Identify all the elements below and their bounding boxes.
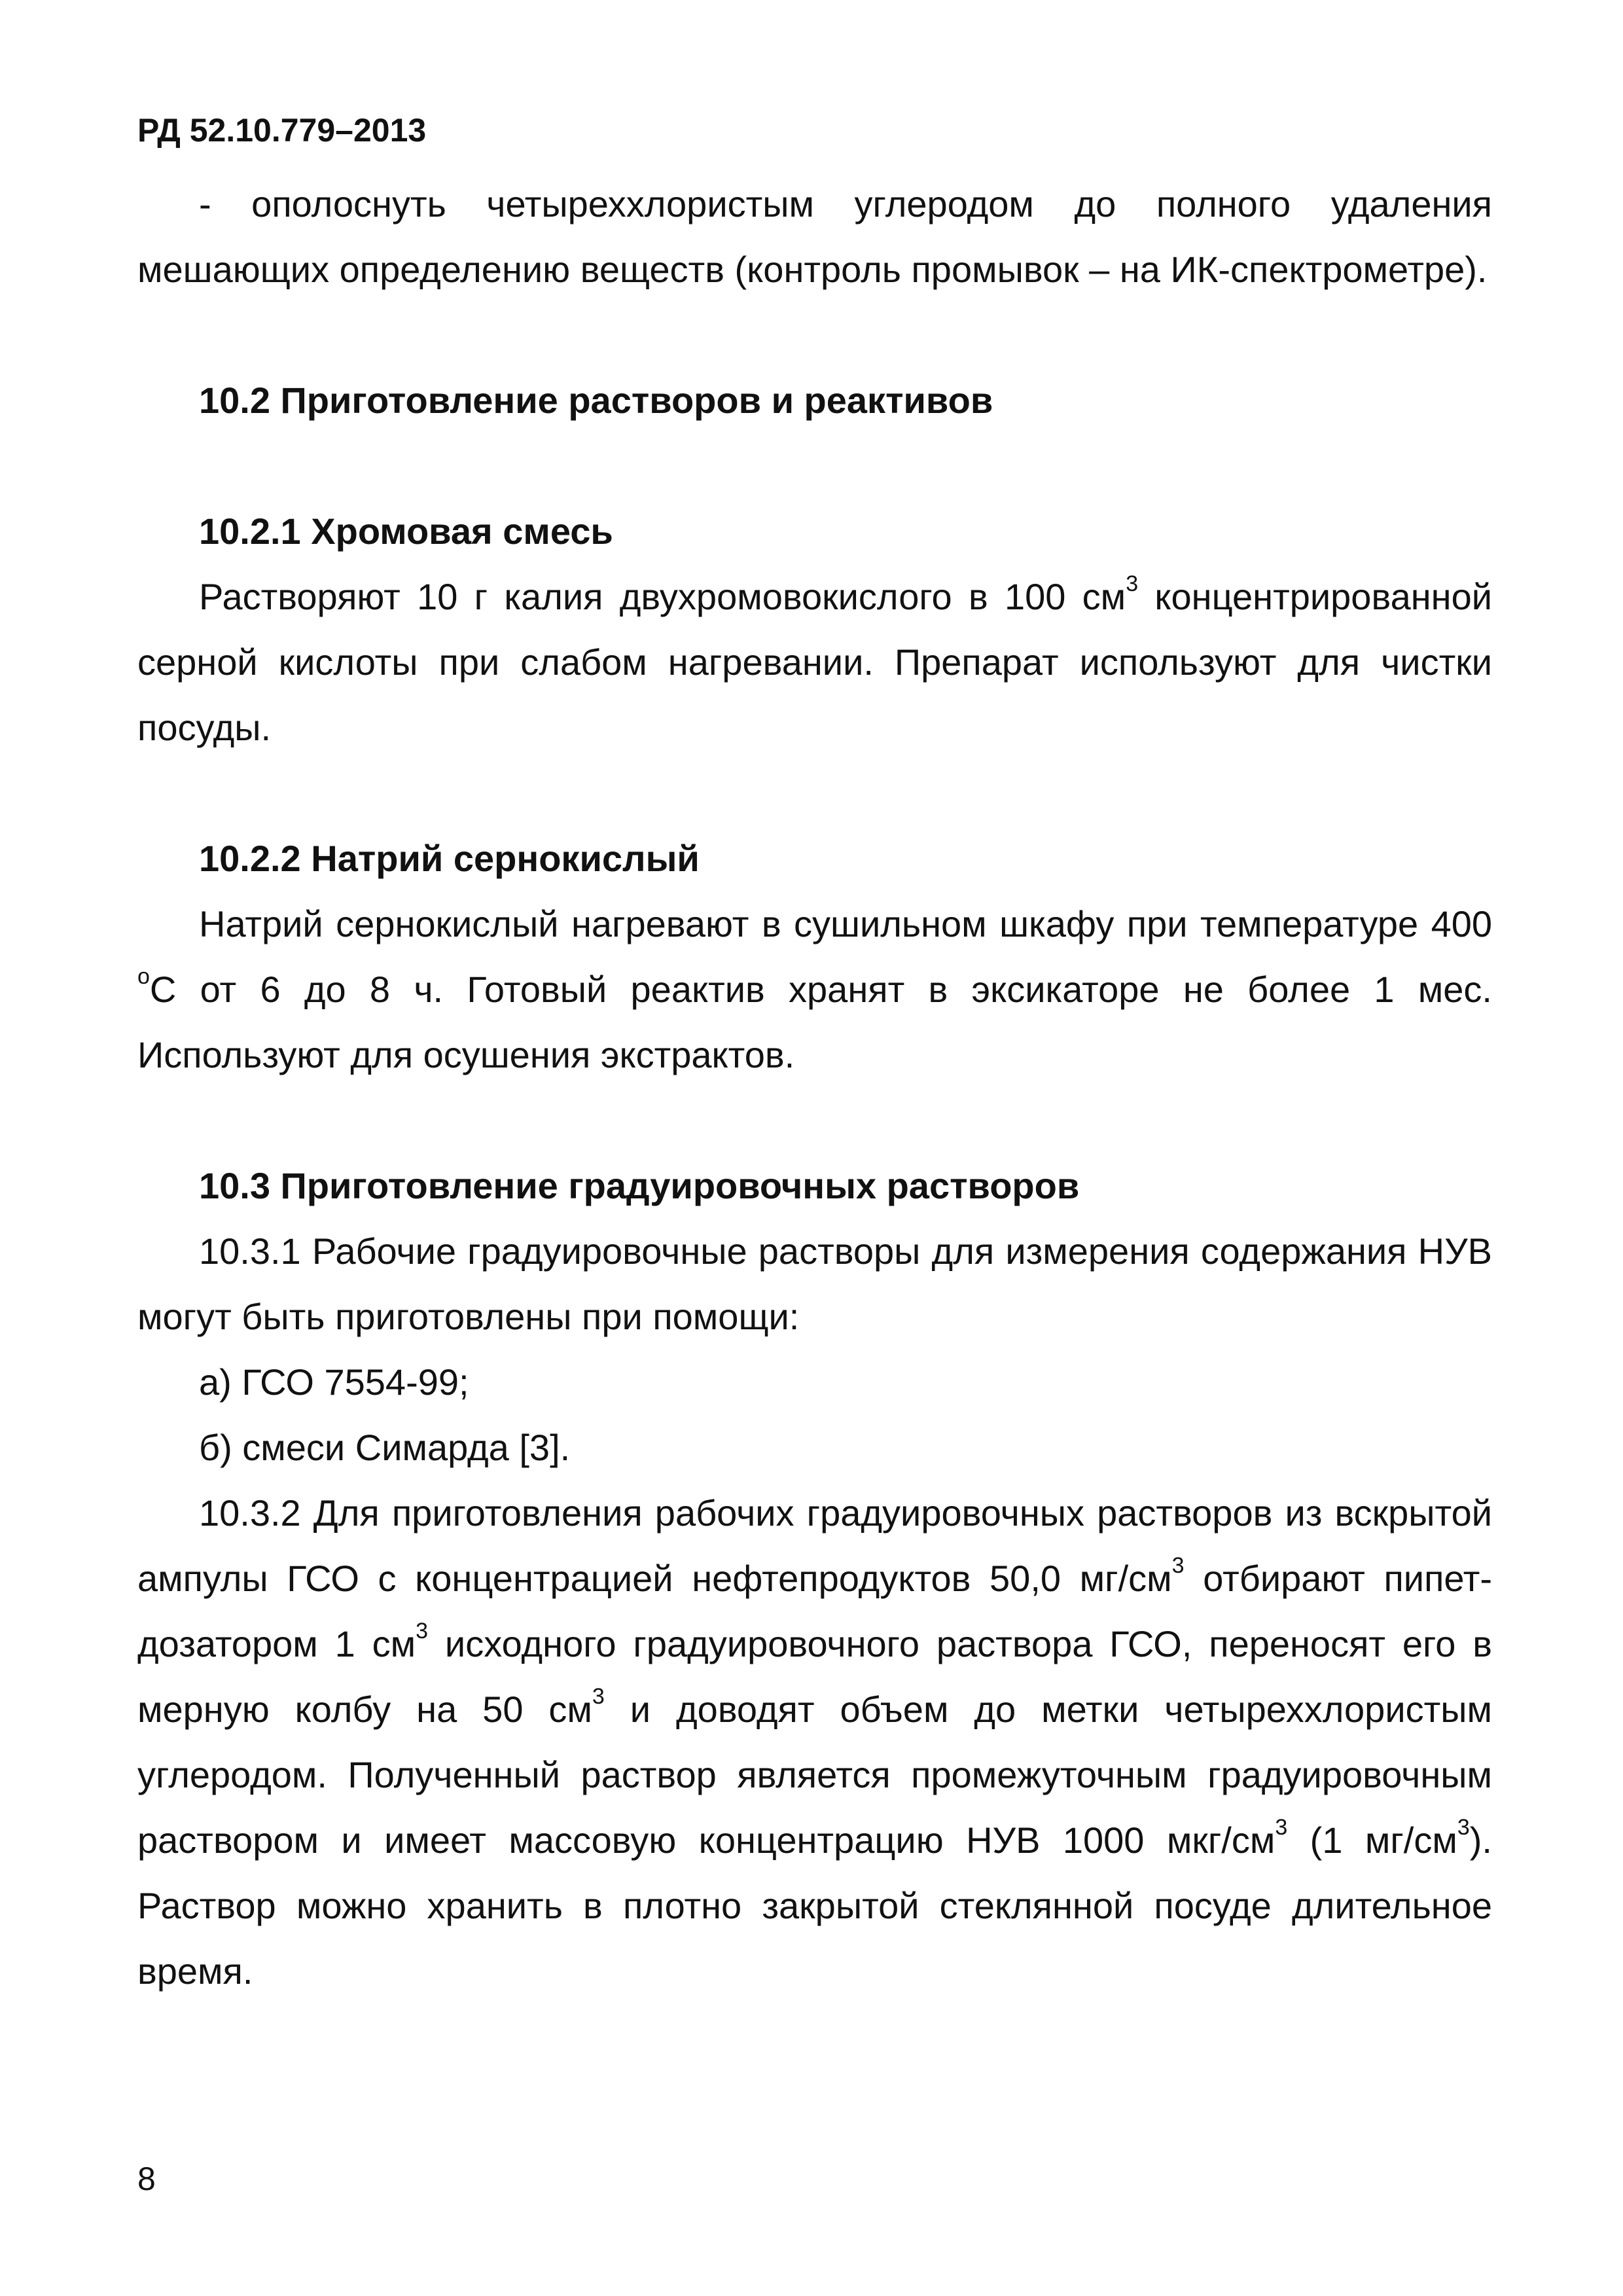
document-code: РД 52.10.779–2013 [137,112,427,149]
section-10-3-heading: 10.3 Приготовление градуировочных растворов [199,1165,1080,1206]
section-10-3-2-paragraph: 10.3.2 Для приготовления рабочих градуировочных растворов из вскрытой ампулы ГСО с концентрацией нефтепродуктов 50,0 $мг/см^3$ отбирают пипет-дозатором 1 $см^3$ исходного градуировочного раствора ГСО, переносят его в мерную колбу на 50 $см^3$ и доводят объем до метки четыреххлористым углеродом. Полученный раствор является промежуточным градуировочным раствором и имеет массовую концентрацию НУВ 1000 мкг/$см^3$ (1 $мг/см^3$). Раствор можно хранить в плотно закрытой стеклянной посуде длительное время. [137,1492,1493,1992]
list-item-a: а) ГСО 7554-99; [199,1361,469,1403]
list-item-b: б) смеси Симарда [3]. [199,1427,571,1468]
section-10-2-1-heading: 10.2.1 Хромовая смесь [199,511,613,552]
document-page [137,111,1492,2004]
intro-paragraph: - ополоснуть четыреххлористым углеродом до полного удаления мешающих определению веществ (контроль промывок – на ИК-спектрометре). [137,183,1492,290]
section-10-2-heading: 10.2 Приготовление растворов и реактивов [199,380,993,421]
page-number: 8 [137,2161,156,2197]
section-10-2-2-paragraph: Натрий сернокислый нагревают в сушильном шкафу при температуре 400 $^о$С от 6 до 8 ч. Готовый реактив хранят в эксикаторе не более 1 мес. Используют для осушения экстрактов. [137,903,1492,1075]
section-10-2-1-paragraph: Растворяют 10 г калия двухромовокислого в 100 $см^3$ концентрированной серной кислоты при слабом нагревании. Препарат используют для чистки посуды. [137,571,1492,748]
section-10-2-2-heading: 10.2.2 Натрий сернокислый [199,838,700,879]
section-10-3-1-paragraph: 10.3.1 Рабочие градуировочные растворы для измерения содержания НУВ могут быть приготовлены при помощи: [137,1230,1492,1337]
